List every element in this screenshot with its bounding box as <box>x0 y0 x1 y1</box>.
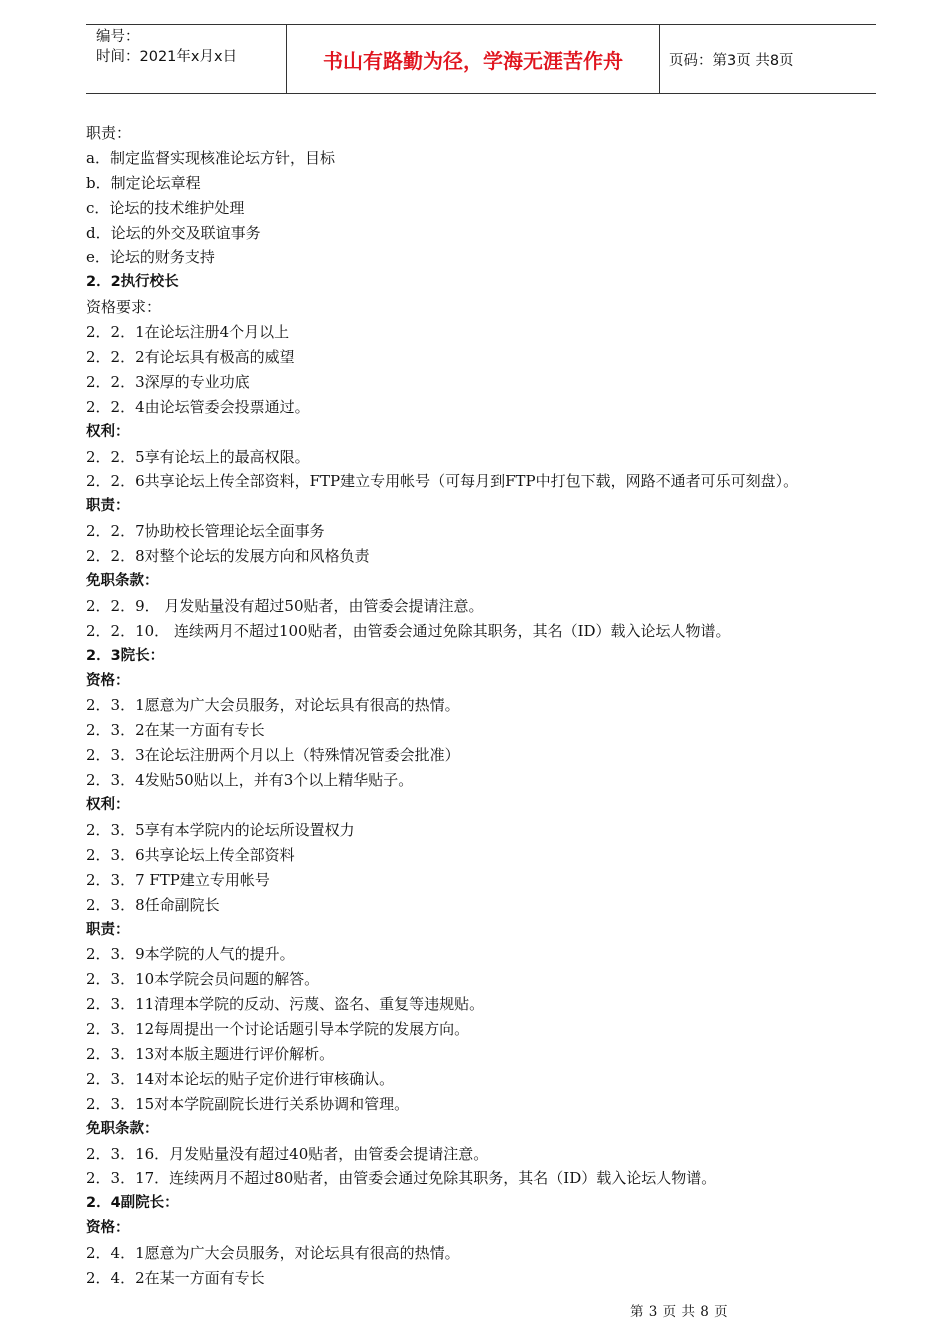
section-heading: 2．4副院长： <box>86 1195 179 1212</box>
text-line: 2．3．10本学院会员问题的解答。 <box>86 970 320 989</box>
header-meta <box>86 25 287 93</box>
text-line: 2．3．8任命副院长 <box>86 895 220 914</box>
text-line: 2．3．12每周提出一个讨论话题引导本学院的发展方向。 <box>86 1020 470 1039</box>
section-heading: 资格： <box>86 672 130 689</box>
page-header <box>86 24 876 94</box>
text-line: 2．4．2在某一方面有专长 <box>86 1268 265 1287</box>
text-line: 2．3．7 FTP建立专用帐号 <box>86 870 270 889</box>
text-line: 2．2．9． 月发贴量没有超过50贴者，由管委会提请注意。 <box>86 596 484 615</box>
section-heading: 2．3院长： <box>86 647 165 664</box>
section-heading: 权利： <box>86 423 130 440</box>
section-heading: 资格： <box>86 1220 130 1237</box>
text-line: 2．3．9本学院的人气的提升。 <box>86 945 295 964</box>
text-line: 2．2．6共享论坛上传全部资料，FTP建立专用帐号（可每月到FTP中打包下载，网路不通者可乐可刻盘）。 <box>86 472 799 491</box>
header-motto: 书山有路勤为径，学海无涯苦作舟 <box>287 25 660 93</box>
page-footer: 第 3 页 共 8 页 <box>630 1304 729 1320</box>
section-heading: 2．2执行校长 <box>86 274 179 291</box>
text-line: 2．2．10． 连续两月不超过100贴者，由管委会通过免除其职务，其名（ID）载入论坛人物谱。 <box>86 621 731 640</box>
text-line: 2．3．3在论坛注册两个月以上（特殊情况管委会批准） <box>86 746 460 765</box>
section-heading: 职责： <box>86 921 130 938</box>
text-line: 2．2．5享有论坛上的最高权限。 <box>86 447 310 466</box>
text-line: e．论坛的财务支持 <box>86 248 215 267</box>
text-line: 2．3．13对本版主题进行评价解析。 <box>86 1044 335 1063</box>
text-line: 资格要求： <box>86 298 162 317</box>
document-body <box>86 121 886 1291</box>
text-line: 2．2．8对整个论坛的发展方向和风格负责 <box>86 547 370 566</box>
text-line: 2．3．11清理本学院的反动、污蔑、盗名、重复等违规贴。 <box>86 995 485 1014</box>
text-line: 2．3．5享有本学院内的论坛所设置权力 <box>86 820 355 839</box>
text-line: 2．2．7协助校长管理论坛全面事务 <box>86 522 325 541</box>
text-line: 2．3．14对本论坛的贴子定价进行审核确认。 <box>86 1069 395 1088</box>
text-line: 2．2．2有论坛具有极高的威望 <box>86 348 295 367</box>
text-line: 2．3．6共享论坛上传全部资料 <box>86 845 295 864</box>
document-time-label: 时间：2021年x月x日 <box>96 49 238 65</box>
text-line: 2．2．1在论坛注册4个月以上 <box>86 323 290 342</box>
section-heading: 权利： <box>86 797 130 814</box>
header-page-number: 页码：第3页 共8页 <box>669 52 794 69</box>
text-line: c．论坛的技术维护处理 <box>86 198 245 217</box>
section-heading: 免职条款： <box>86 573 159 590</box>
text-line: 2．4．1愿意为广大会员服务，对论坛具有很高的热情。 <box>86 1244 460 1263</box>
text-line: 2．3．2在某一方面有专长 <box>86 721 265 740</box>
text-line: 2．3．16．月发贴量没有超过40贴者，由管委会提请注意。 <box>86 1144 489 1163</box>
section-heading: 免职条款： <box>86 1120 159 1137</box>
text-line: 2．3．4发贴50贴以上，并有3个以上精华贴子。 <box>86 771 414 790</box>
text-line: b．制定论坛章程 <box>86 173 201 192</box>
text-line: 2．2．4由论坛管委会投票通过。 <box>86 397 310 416</box>
text-line: 2．3．1愿意为广大会员服务，对论坛具有很高的热情。 <box>86 696 460 715</box>
section-heading: 职责： <box>86 498 130 515</box>
text-line: a．制定监督实现核准论坛方针，目标 <box>86 148 335 167</box>
text-line: 职责： <box>86 124 132 142</box>
text-line: 2．3．15对本学院副院长进行关系协调和管理。 <box>86 1094 410 1113</box>
text-line: 2．3．17．连续两月不超过80贴者，由管委会通过免除其职务，其名（ID）载入论坛人物谱。 <box>86 1169 717 1188</box>
document-number-label: 编号： <box>96 29 140 45</box>
text-line: 2．2．3深厚的专业功底 <box>86 372 250 391</box>
text-line: d．论坛的外交及联谊事务 <box>86 223 261 242</box>
